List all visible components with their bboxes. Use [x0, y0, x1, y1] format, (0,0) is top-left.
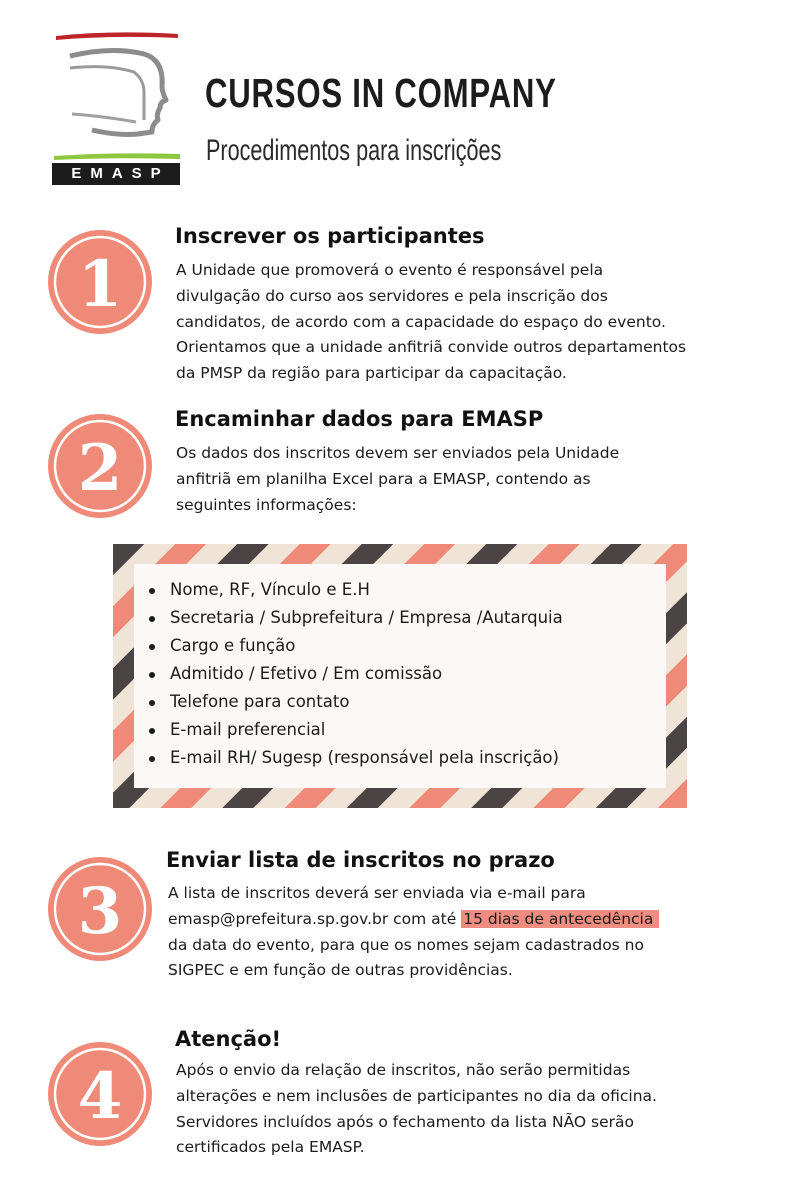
- step-1-text: A Unidade que promoverá o evento é responsável pela divulgação do curso aos servidores e pela inscrição dos candidatos, de acordo com a capacidade do espaço do evento. Orientamos que a unidade anfitriã convide outros departamentos da PMSP da região para participar da capacitação.: [176, 261, 687, 383]
- list-item: Nome, RF, Vínculo e E.H: [158, 576, 563, 604]
- list-item: Telefone para contato: [158, 688, 563, 716]
- list-item: Secretaria / Subprefeitura / Empresa /Autarquia: [158, 604, 563, 632]
- step-4-number: 4: [77, 1059, 123, 1134]
- step-3-badge: [46, 855, 154, 963]
- list-item: E-mail preferencial: [158, 716, 563, 744]
- list-item: E-mail RH/ Sugesp (responsável pela inscrição): [158, 744, 563, 772]
- step-2-badge: [46, 412, 154, 520]
- page-title: CURSOS IN COMPANY: [205, 70, 557, 116]
- step-4-badge: [46, 1040, 154, 1148]
- step-2-number: 2: [77, 431, 123, 506]
- step-1-number: 1: [77, 247, 123, 322]
- step-2-text: Os dados dos inscritos devem ser enviados pela Unidade anfitriã em planilha Excel para a EMASP, contendo as seguintes informações:: [176, 444, 620, 514]
- step-4-heading: Atenção!: [175, 1027, 282, 1051]
- emasp-wordmark: EMASP: [52, 163, 180, 185]
- list-item: Cargo e função: [158, 632, 563, 660]
- step-3-heading: Enviar lista de inscritos no prazo: [166, 848, 555, 872]
- page-subtitle: Procedimentos para inscrições: [206, 134, 502, 167]
- step-3-number: 3: [77, 874, 123, 949]
- deadline-highlight: 15 dias de antecedência: [461, 910, 659, 928]
- required-info-list: [158, 576, 563, 772]
- step-1-badge: [46, 228, 154, 336]
- step-2-heading: Encaminhar dados para EMASP: [175, 407, 544, 431]
- step-3-text: A lista de inscritos deverá ser enviada via e-mail para emasp@prefeitura.sp.gov.br com até 15 dias de antecedência da data do evento, para que os nomes sejam cadastrados no SIGPEC e em função de outras providências.: [168, 881, 659, 984]
- step-4-text: Após o envio da relação de inscritos, não serão permitidas alterações e nem inclusões de participantes no dia da oficina. Servidores incluídos após o fechamento da lista NÃO serão certificados pela EMASP.: [176, 1061, 657, 1157]
- step-1-heading: Inscrever os participantes: [175, 224, 485, 248]
- list-item: Admitido / Efetivo / Em comissão: [158, 660, 563, 688]
